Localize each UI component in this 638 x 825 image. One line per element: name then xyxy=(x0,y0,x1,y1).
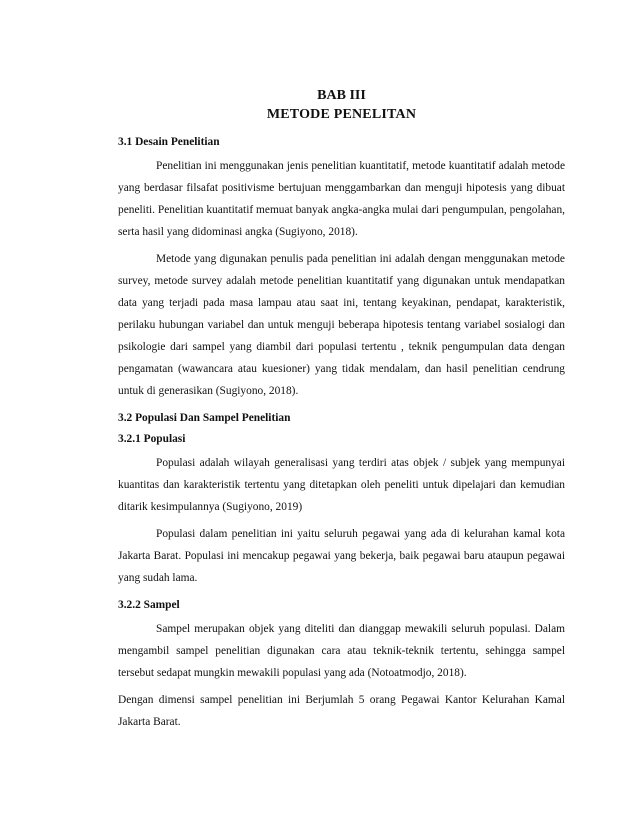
paragraph-3-2-2-b: Dengan dimensi sampel penelitian ini Berjumlah 5 orang Pegawai Kantor Kelurahan Kamal Jakarta Barat. xyxy=(118,694,565,728)
section-heading-3-2-1: 3.2.1 Populasi xyxy=(118,433,186,445)
paragraph-3-1-a: Penelitian ini menggunakan jenis penelitian kuantitatif, metode kuantitatif adalah metode yang berdasar filsafat positivisme bertujuan menggambarkan dan menguji hipotesis yang dibuat peneliti. Penelitian kuantitatif memuat banyak angka-angka mulai dari pengumpulan, pengolahan, serta hasil yang didominasi angka (Sugiyono, 2018). xyxy=(118,160,565,238)
chapter-title: METODE PENELITAN xyxy=(266,107,417,122)
paragraph-3-1-b: Metode yang digunakan penulis pada penelitian ini adalah dengan menggunakan metode survey, metode survey adalah metode penelitian kuantitatif yang digunakan untuk mendapatkan data yang terjadi pada masa lampau atau saat ini, tentang keyakinan, pendapat, karakteristik, perilaku hubungan variabel dan untuk menguji beberapa hipotesis tentang variabel sosialogi dan psikologie dari sampel yang diambil dari populasi tertentu , teknik pengumpulan data dengan pengamatan (wawancara atau kuesioner) yang tidak mendalam, dan hasil penelitian cendrung untuk di generasikan (Sugiyono, 2018). xyxy=(118,253,565,397)
section-heading-3-2-2: 3.2.2 Sampel xyxy=(118,599,180,611)
paragraph-3-2-2-a: Sampel merupakan objek yang diteliti dan dianggap mewakili seluruh populasi. Dalam mengambil sampel penelitian digunakan cara atau teknik-teknik tertentu, sehingga sampel tersebut sedapat mungkin mewakili populasi yang ada (Notoatmodjo, 2018). xyxy=(118,623,565,679)
section-heading-3-2: 3.2 Populasi Dan Sampel Penelitian xyxy=(118,412,291,424)
chapter-number: BAB III xyxy=(317,88,366,103)
section-heading-3-1: 3.1 Desain Penelitian xyxy=(118,136,220,148)
paragraph-3-2-1-a: Populasi adalah wilayah generalisasi yang terdiri atas objek / subjek yang mempunyai kuantitas dan karakteristik tertentu yang ditetapkan oleh peneliti untuk dipelajari dan kemudian ditarik kesimpulannya (Sugiyono, 2019) xyxy=(118,457,565,513)
paragraph-3-2-1-b: Populasi dalam penelitian ini yaitu seluruh pegawai yang ada di kelurahan kamal kota Jakarta Barat. Populasi ini mencakup pegawai yang bekerja, baik pegawai baru ataupun pegawai yang sudah lama. xyxy=(118,528,565,584)
page-content xyxy=(118,86,565,733)
